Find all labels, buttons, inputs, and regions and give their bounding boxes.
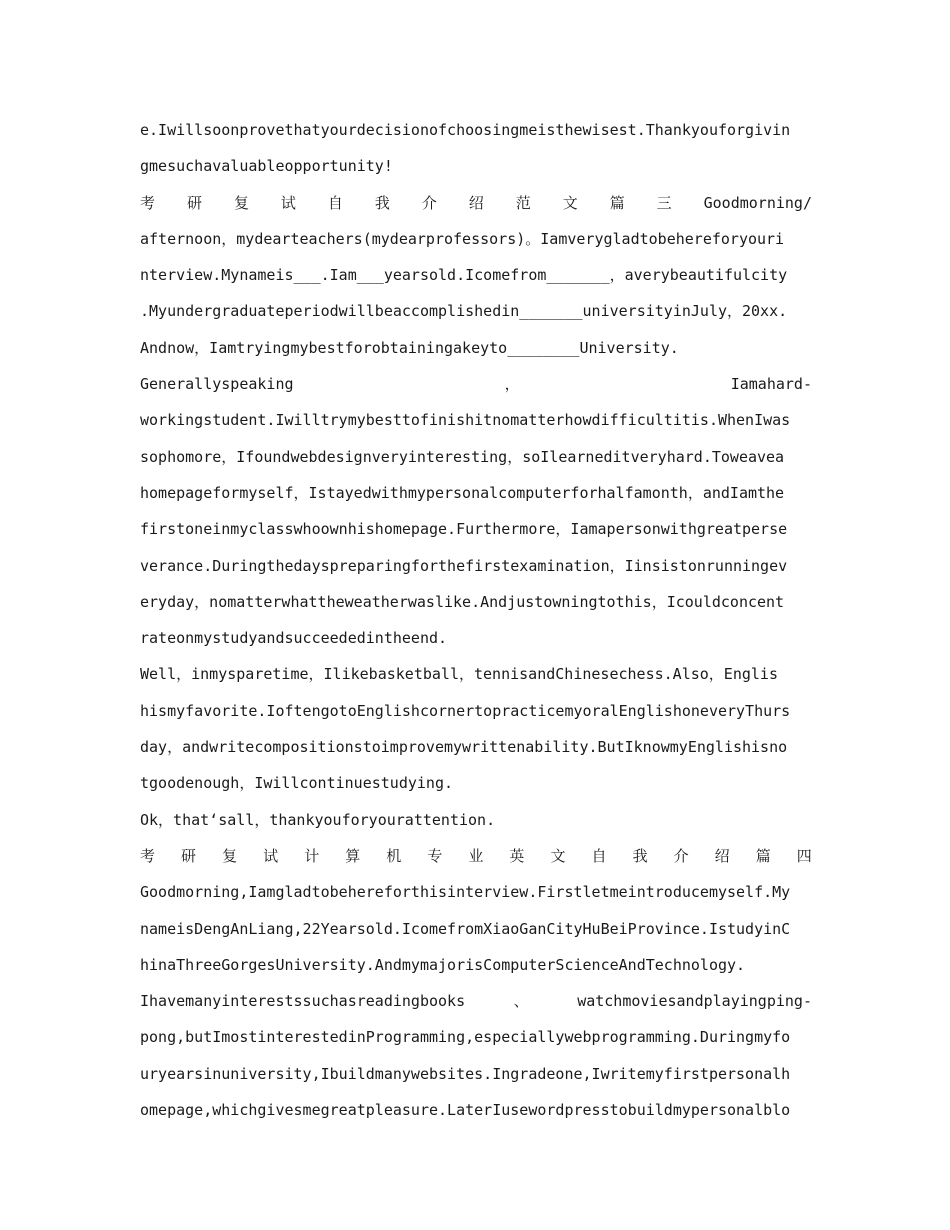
heading-char: 介 bbox=[421, 193, 437, 212]
heading-char: 算 bbox=[345, 846, 361, 865]
text-line-justified bbox=[140, 366, 812, 402]
heading-char: 机 bbox=[386, 846, 402, 865]
heading-char: 绍 bbox=[468, 193, 484, 212]
heading-char: 三 bbox=[656, 193, 672, 212]
text-line: nameisDengAnLiang,22Yearsold.IcomefromXiaoGanCityHuBeiProvince.IstudyinC bbox=[140, 919, 791, 938]
section-heading-four bbox=[140, 838, 812, 874]
heading-char: 篇 bbox=[609, 193, 625, 212]
text-line: omepage,whichgivesmegreatpleasure.LaterIusewordpresstobuildmypersonalblo bbox=[140, 1101, 791, 1120]
text-line: workingstudent.Iwilltrymybesttofinishitnomatterhowdifficultitis.WhenIwas bbox=[140, 411, 791, 430]
heading-char: 试 bbox=[280, 193, 296, 212]
heading-char: 复 bbox=[222, 846, 238, 865]
heading-char: 自 bbox=[591, 846, 607, 865]
heading-char: 业 bbox=[468, 846, 484, 865]
text-line: day，andwritecompositionstoimprovemywrittenability.ButIknowmyEnglishisno bbox=[140, 738, 788, 757]
heading-char: 英 bbox=[509, 846, 525, 865]
heading-char: 考 bbox=[140, 846, 156, 865]
heading-char: 自 bbox=[327, 193, 343, 212]
text-line: afternoon，mydearteachers(mydearprofessors)。Iamverygladtobehereforyouri bbox=[140, 229, 785, 248]
heading-char: 我 bbox=[374, 193, 390, 212]
text-line: tgoodenough，Iwillcontinuestudying. bbox=[140, 774, 454, 793]
heading-char: 文 bbox=[550, 846, 566, 865]
text-line: nterview.Mynameis___.Iam___yearsold.Icomefrom_______，averybeautifulcity bbox=[140, 266, 788, 285]
heading-char: 篇 bbox=[755, 846, 771, 865]
text-line: homepageformyself，Istayedwithmypersonalcomputerforhalfamonth，andIamthe bbox=[140, 483, 785, 502]
text-line: Goodmorning,Iamgladtobehereforthisinterview.Firstletmeintroducemyself.My bbox=[140, 883, 791, 902]
text-fragment: Iamahard- bbox=[730, 375, 812, 394]
text-line: Ok，that‘sall，thankyouforyourattention. bbox=[140, 810, 496, 829]
text-line: rateonmystudyandsucceededintheend. bbox=[140, 629, 448, 648]
heading-char: 介 bbox=[673, 846, 689, 865]
document-body bbox=[140, 112, 812, 1128]
text-line: Well，inmysparetime，Ilikebasketball，tennisandChinesechess.Also，Englis bbox=[140, 665, 778, 684]
heading-char: 试 bbox=[263, 846, 279, 865]
text-line: sophomore，Ifoundwebdesignveryinteresting，soIlearneditveryhard.Toweavea bbox=[140, 447, 785, 466]
text-line: gmesuchavaluableopportunity! bbox=[140, 157, 393, 176]
heading-char: 研 bbox=[186, 193, 202, 212]
text-fragment: Generallyspeaking bbox=[140, 375, 294, 394]
text-line: hinaThreeGorgesUniversity.AndmymajorisComputerScienceAndTechnology. bbox=[140, 955, 746, 974]
text-line: pong,butImostinterestedinProgramming,especiallywebprogramming.Duringmyfo bbox=[140, 1028, 791, 1047]
text-line: Andnow，Iamtryingmybestforobtainingakeyto________University. bbox=[140, 338, 679, 357]
heading-char: 研 bbox=[181, 846, 197, 865]
text-line: hismyfavorite.IoftengotoEnglishcornertopracticemyoralEnglishoneveryThurs bbox=[140, 701, 791, 720]
text-line: .Myundergraduateperiodwillbeaccomplishedin_______universityinJuly，20xx. bbox=[140, 302, 788, 321]
heading-greeting: Goodmorning/ bbox=[703, 193, 812, 212]
heading-char: 专 bbox=[427, 846, 443, 865]
heading-char: 文 bbox=[562, 193, 578, 212]
text-line: verance.Duringthedayspreparingforthefirstexamination，Iinsistonrunningev bbox=[140, 556, 788, 575]
text-line: firstoneinmyclasswhoownhishomepage.Furthermore，Iamapersonwithgreatperse bbox=[140, 520, 788, 539]
section-heading-three bbox=[140, 185, 812, 221]
text-line-justified bbox=[140, 983, 812, 1019]
text-fragment: Ihavemanyinterestssuchasreadingbooks bbox=[140, 992, 466, 1011]
heading-char: 我 bbox=[632, 846, 648, 865]
heading-char: 范 bbox=[515, 193, 531, 212]
text-line: e.Iwillsoonprovethatyourdecisionofchoosingmeisthewisest.Thankyouforgivin bbox=[140, 121, 791, 139]
heading-char: 计 bbox=[304, 846, 320, 865]
text-line: eryday，nomatterwhattheweatherwaslike.Andjustowningtothis，Icouldconcent bbox=[140, 592, 785, 611]
heading-char: 绍 bbox=[714, 846, 730, 865]
heading-char: 复 bbox=[233, 193, 249, 212]
text-line: uryearsinuniversity,Ibuildmanywebsites.Ingradeone,Iwritemyfirstpersonalh bbox=[140, 1064, 791, 1083]
heading-char: 考 bbox=[140, 193, 156, 212]
heading-char: 四 bbox=[796, 846, 812, 865]
text-fragment: watchmoviesandplayingping- bbox=[577, 992, 812, 1011]
text-fragment: 、 bbox=[513, 992, 529, 1011]
text-fragment: ， bbox=[504, 375, 520, 394]
